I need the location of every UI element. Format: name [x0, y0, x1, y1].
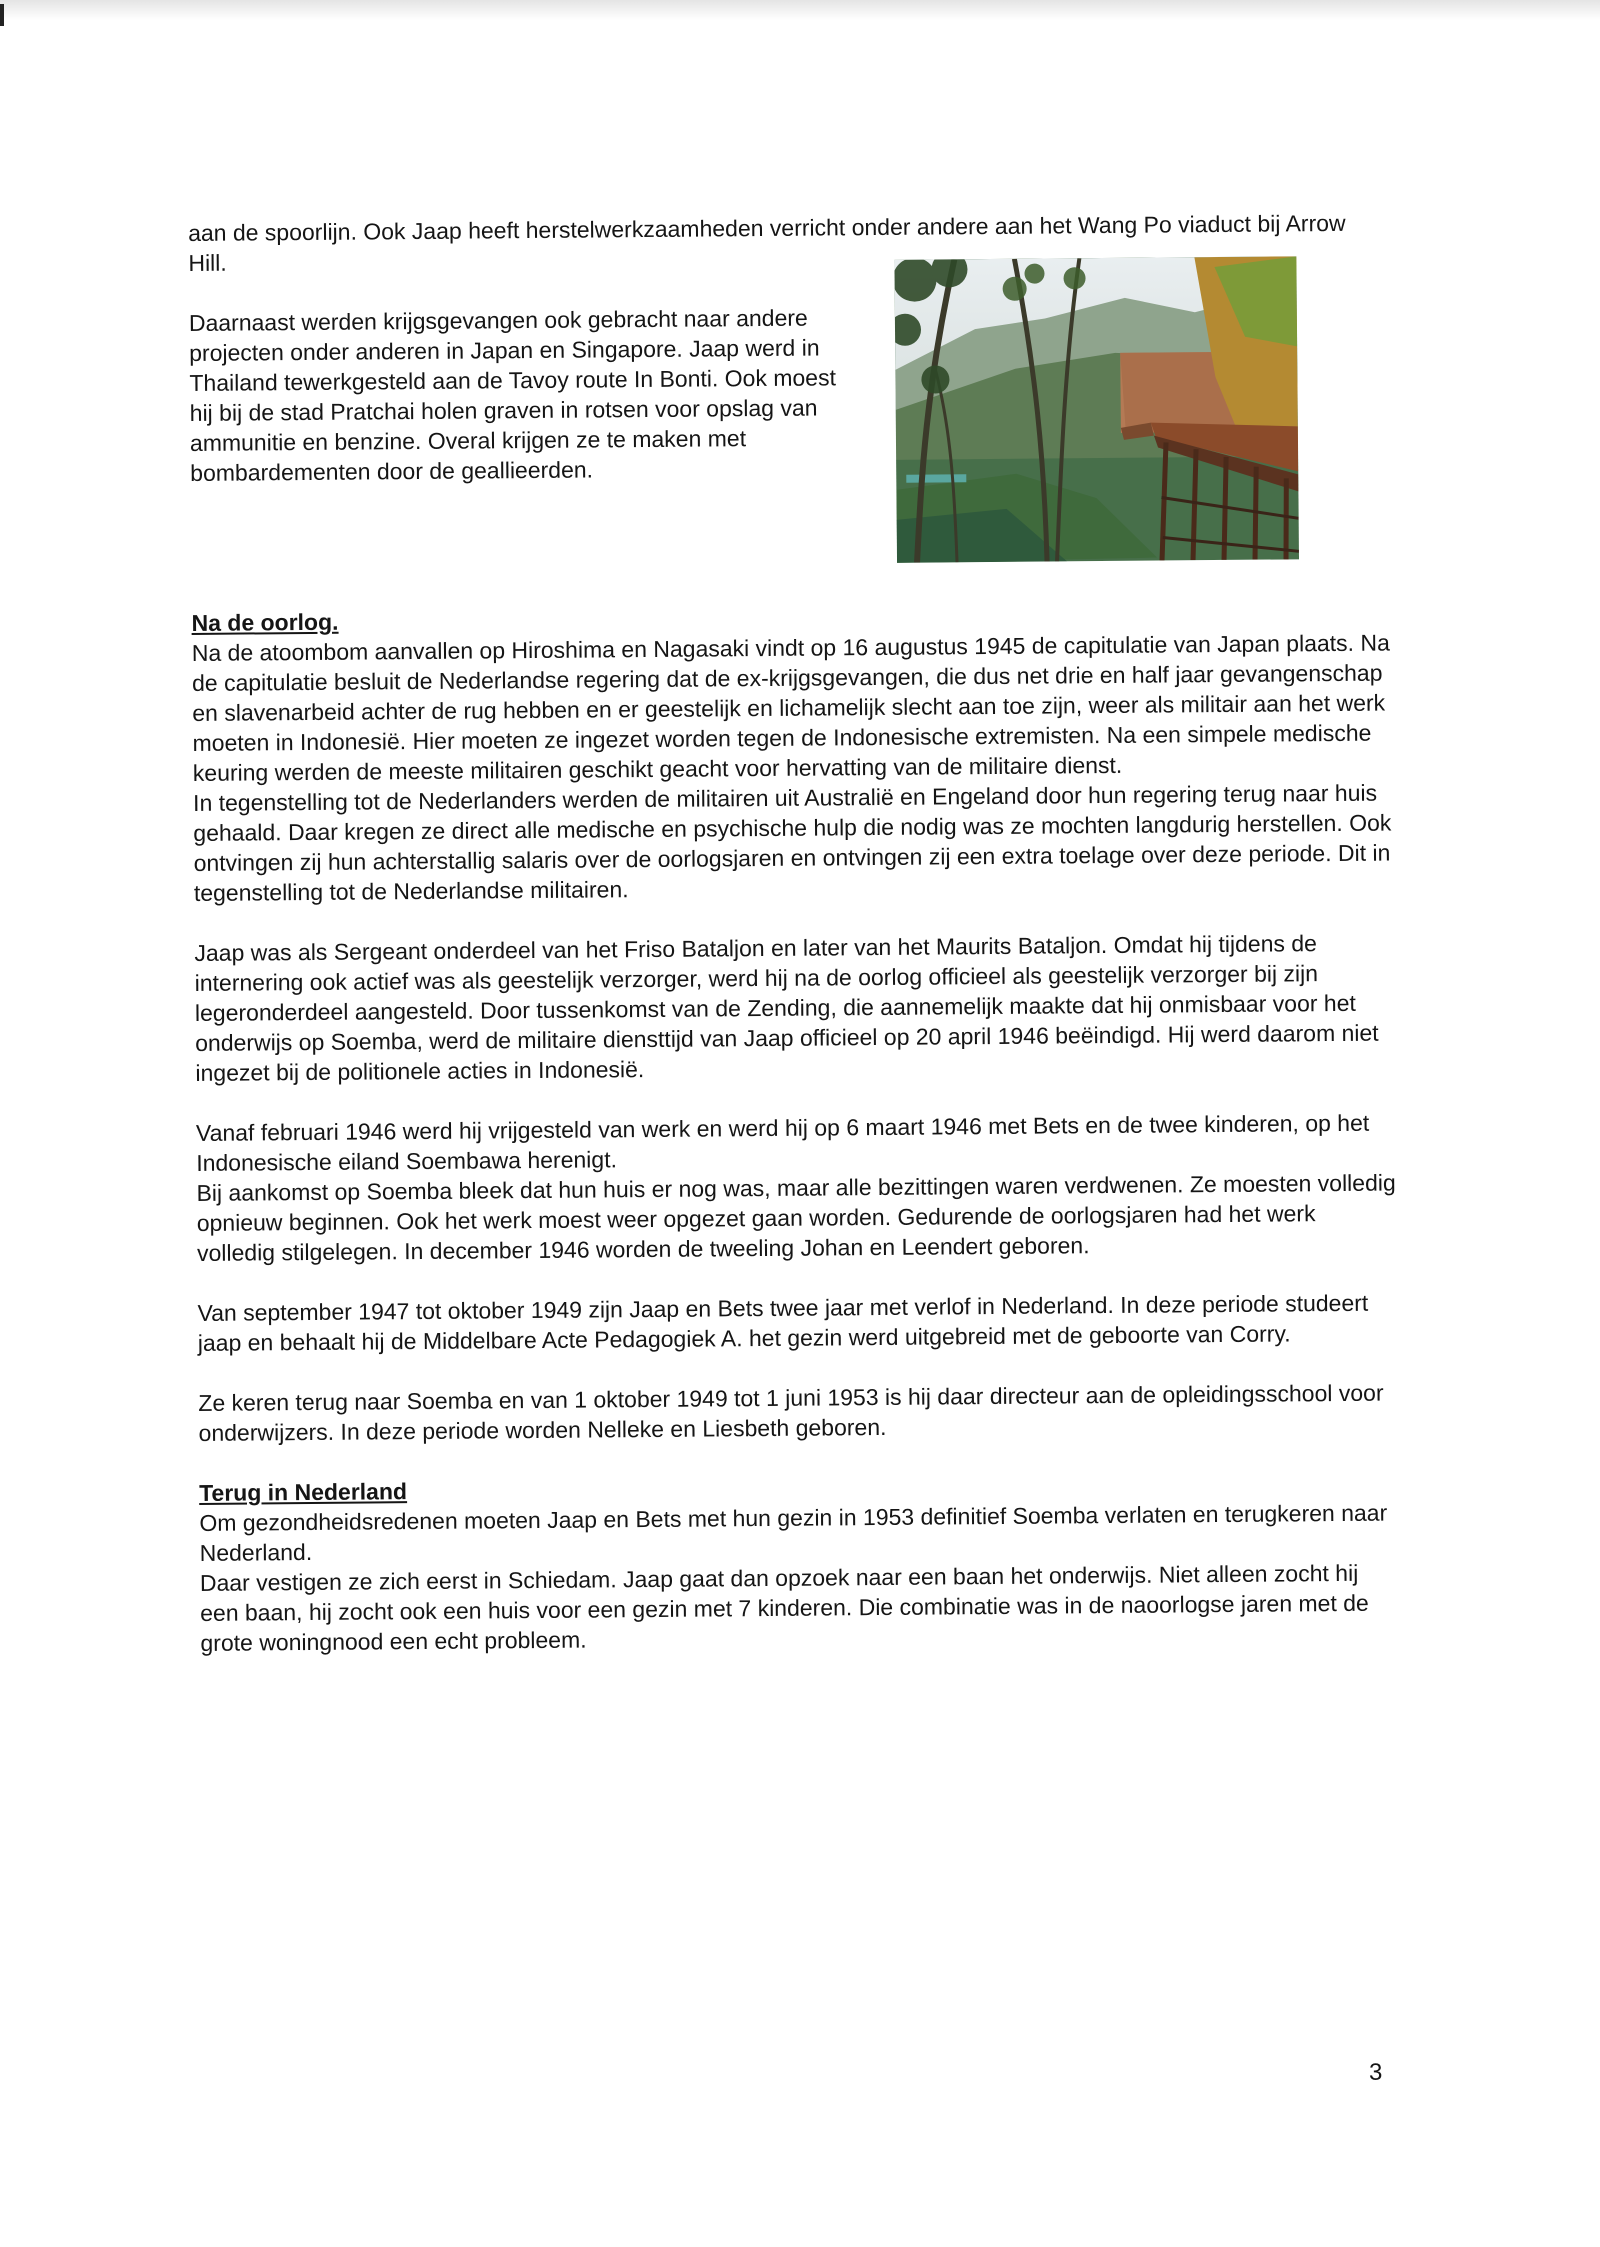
paragraph	[196, 1107, 1397, 1267]
section-heading-na-de-oorlog: Na de oorlog.	[191, 608, 339, 636]
intro-section	[188, 208, 1391, 574]
paragraph: Jaap was als Sergeant onderdeel van het Friso Bataljon en later van het Maurits Bataljon. Omdat hij tijdens de internering ook actief was als geestelijk verzorger, werd hij na de oorlog officieel als geestelijk verzorger bij zijn legeronderdeel aangesteld. Door tussenkomst van de Zending, die aannemelijk maakte dat hij onmisbaar voor het onderwijs op Soemba, werd de militaire diensttijd van Jaap officieel op 20 april 1946 beëindigd. Hij werd daarom niet ingezet bij de politionele acties in Indonesië.	[194, 930, 1379, 1086]
intro-side-paragraph: Daarnaast werden krijgsgevangen ook gebracht naar andere projecten onder anderen in Japan en Singapore. Jaap werd in Thailand tewerkgesteld aan de Tavoy route In Bonti. Ook moest hij bij de stad Pratchai holen graven in rotsen voor opslag van ammunitie en benzine. Overal krijgen ze te maken met bombardementen door de geallieerden.	[188, 304, 837, 486]
paragraph: Van september 1947 tot oktober 1949 zijn Jaap en Bets twee jaar met verlof in Nederland. In deze periode studeert jaap en behaalt hij de Middelbare Acte Pedagogiek A. het gezin werd uitgebreid met de geboorte van Corry.	[197, 1289, 1369, 1356]
page-number: 3	[1369, 2059, 1383, 2086]
paragraph-part: In tegenstelling tot de Nederlanders werden de militairen uit Australië en Engeland door hun regering terug naar huis gehaald. Daar kregen ze direct alle medische en psychische hulp die nodig was ze mochten langdurig herstellen. Ook ontvingen zij hun achterstallig salaris over de oorlogsjaren en ontvingen zij een extra toelage over deze periode. Dit in tegenstelling tot de Nederlandse militairen.	[192, 779, 1392, 906]
paragraph: Ze keren terug naar Soemba en van 1 oktober 1949 tot 1 juni 1953 is hij daar directeur aan de opleidingsschool voor onderwijzers. In deze periode worden Nelleke en Liesbeth geboren.	[198, 1379, 1384, 1446]
paragraph	[192, 628, 1394, 908]
scan-corner-mark	[0, 4, 4, 26]
paragraph	[199, 1497, 1400, 1657]
section-heading-terug-in-nederland: Terug in Nederland	[199, 1478, 408, 1506]
paragraph-part: Na de atoombom aanvallen op Hiroshima en Nagasaki vindt op 16 augustus 1945 de capitulatie van Japan plaats. Na de capitulatie besluit de Nederlandse regering dat de ex-krijgsgevangen, die dus net drie en half jaar gevangenschap en slavenarbeid achter de rug hebben en er geestelijk en lichamelijk slecht aan toe zijn, weer als militair aan het werk moeten in Indonesië. Hier moeten ze ingezet worden tegen de Indonesische extremisten. Na een simpele medische keuring werden de meeste militairen geschikt geacht voor hervatting van de militaire dienst.	[191, 629, 1390, 786]
paragraph-part: Daar vestigen ze zich eerst in Schiedam. Jaap gaat dan opzoek naar een baan het onderwijs. Niet alleen zocht hij een baan, hij zocht ook een huis voor een gezin met 7 kinderen. Die combinatie was in de naoorlogse jaren met de grote woningnood een echt probleem.	[199, 1559, 1369, 1656]
document-page	[188, 208, 1401, 1688]
paragraph-part: Om gezondheidsredenen moeten Jaap en Bets met hun gezin in 1953 definitief Soemba verlaten en terugkeren naar Nederland.	[199, 1499, 1388, 1566]
paragraph-part: Vanaf februari 1946 werd hij vrijgesteld van werk en werd hij op 6 maart 1946 met Bets en de twee kinderen, op het Indonesische eiland Soembawa herenigt.	[195, 1109, 1370, 1176]
railway-viaduct-photo	[894, 256, 1299, 562]
intro-lead-paragraph: aan de spoorlijn. Ook Jaap heeft herstelwerkzaamheden verricht onder andere aan het Wang Po viaduct bij Arrow Hill.	[188, 209, 1346, 276]
paragraph-part: Bij aankomst op Soemba bleek dat hun huis er nog was, maar alle bezittingen waren verdwenen. Ze moesten volledig opnieuw beginnen. Ook het werk moest weer opgezet gaan worden. Gedurende de oorlogsjaren had het werk volledig stilgelegen. In december 1946 worden de tweeling Johan en Leendert geboren.	[196, 1169, 1396, 1266]
scan-top-edge	[0, 0, 1600, 20]
